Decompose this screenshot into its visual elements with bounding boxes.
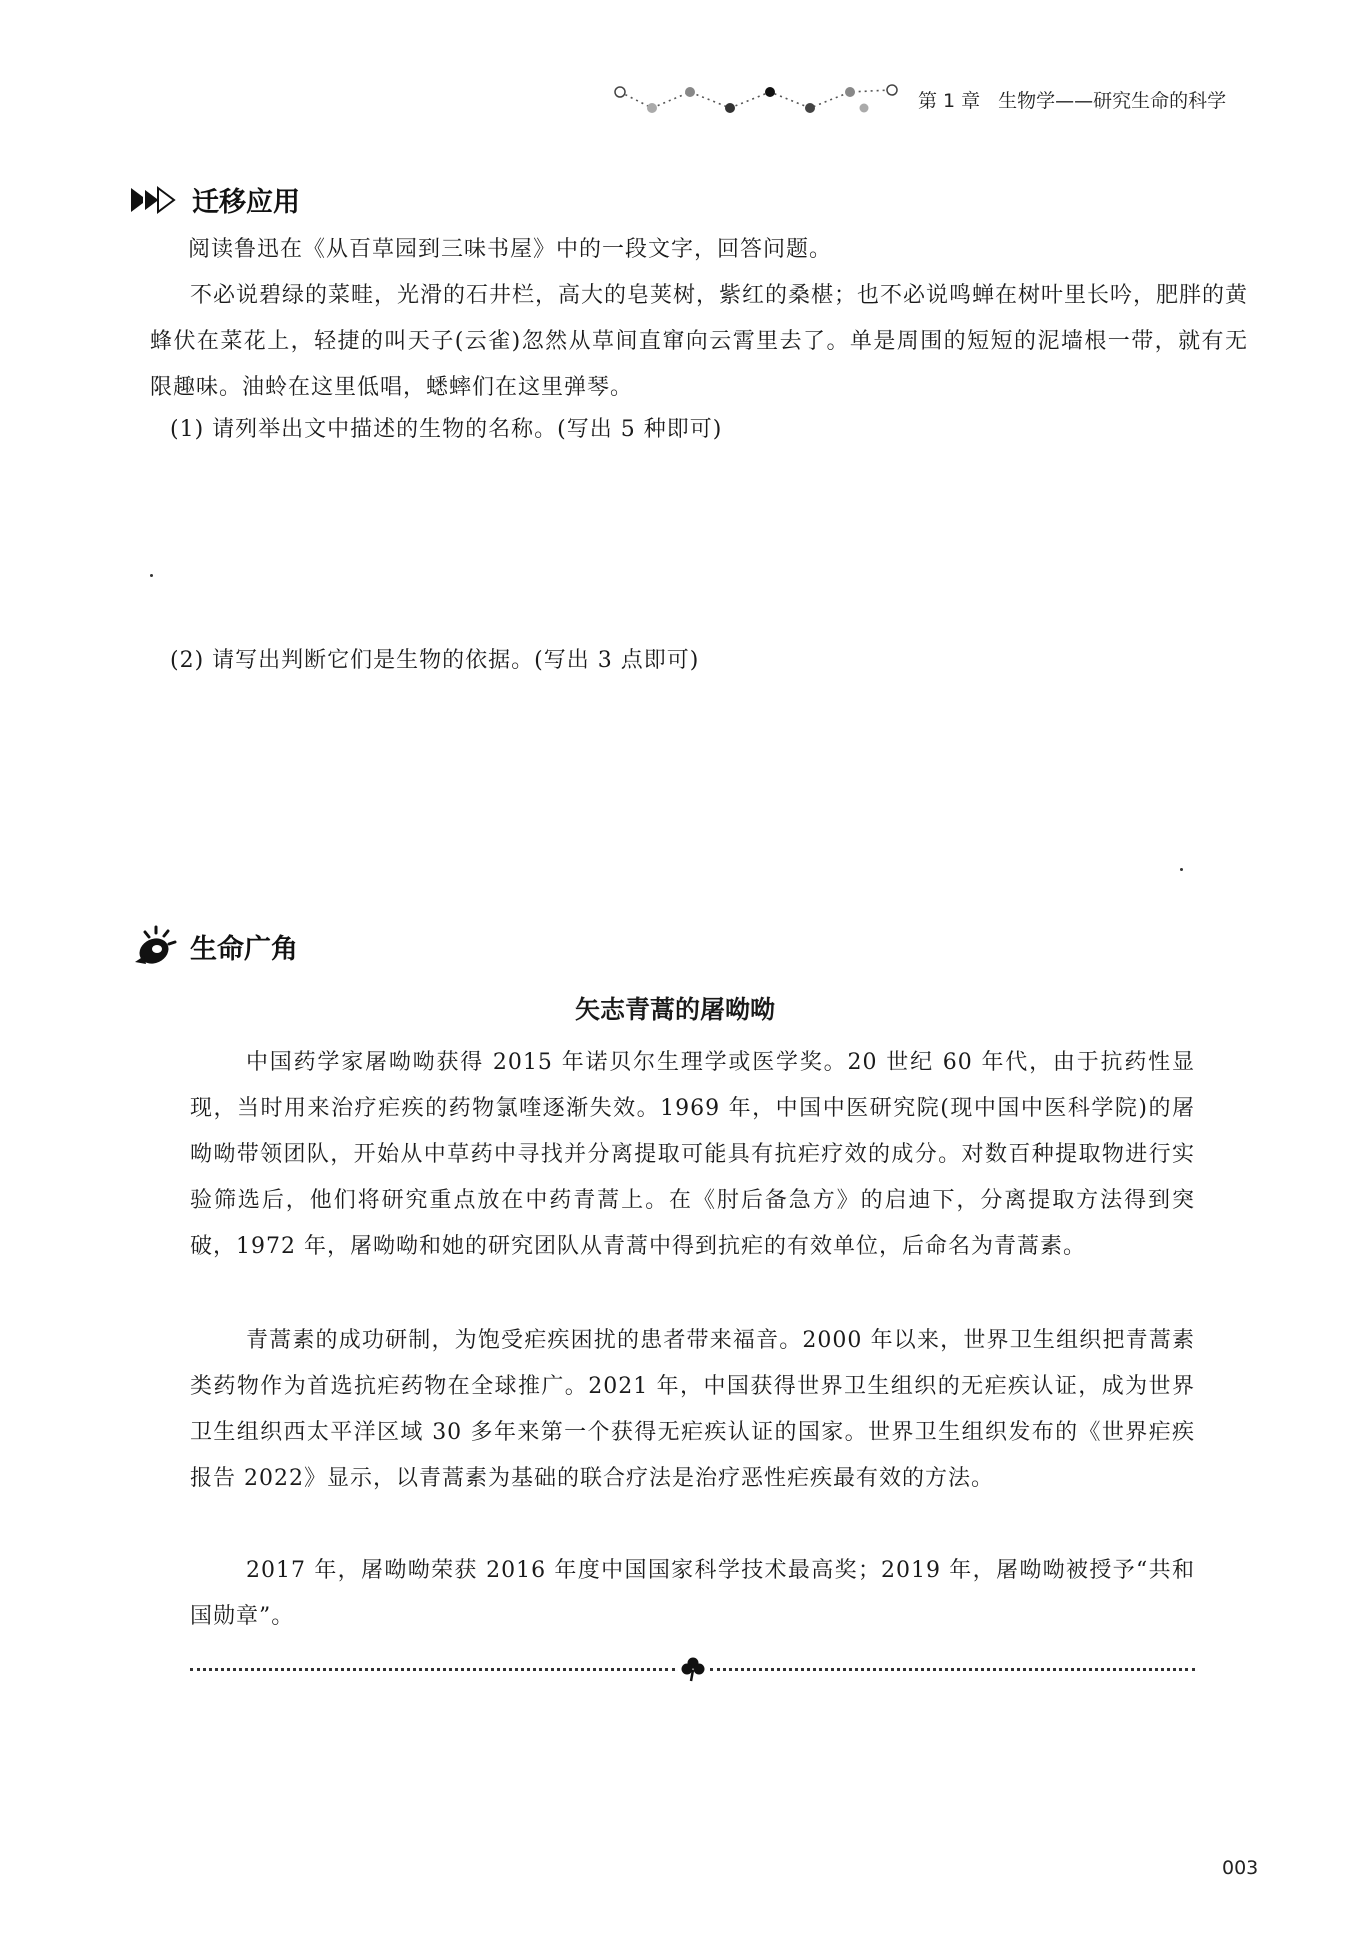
chapter-header xyxy=(918,86,1226,113)
clover-icon xyxy=(680,1656,706,1682)
dotted-divider xyxy=(190,1656,1195,1682)
page-number: 003 xyxy=(1222,1857,1259,1879)
exercise-intro: 阅读鲁迅在《从百草园到三味书屋》中的一段文字，回答问题。 xyxy=(188,237,833,262)
divider-dots-right xyxy=(710,1668,1195,1671)
header-dotted-wave-decoration xyxy=(612,82,902,116)
chapter-number: 第 1 章 xyxy=(918,90,981,112)
exercise-quote: 不必说碧绿的菜畦，光滑的石井栏，高大的皂荚树，紫红的桑椹；也不必说鸣蝉在树叶里长吟，肥胖的黄蜂伏在菜花上，轻捷的叫天子(云雀)忽然从草间直窜向云霄里去了。单是周围的短短的泥墙根一带，就有无限趣味。油蛉在这里低唱，蟋蟀们在这里弹琴。 xyxy=(150,283,1249,400)
article-paragraph-2: 青蒿素的成功研制，为饱受疟疾困扰的患者带来福音。2000 年以来，世界卫生组织把青蒿素类药物作为首选抗疟药物在全球推广。2021 年，中国获得世界卫生组织的无疟疾认证，成为世界卫生组织西太平洋区域 30 多年来第一个获得无疟疾认证的国家。世界卫生组织发布的《世界疟疾报告 2022》显示，以青蒿素为基础的联合疗法是治疗恶性疟疾最有效的方法。 xyxy=(190,1328,1195,1491)
question-1: (1) 请列举出文中描述的生物的名称。(写出 5 种即可) xyxy=(170,417,723,442)
section-heading-transfer xyxy=(128,180,300,219)
scan-speck xyxy=(1180,868,1183,871)
article-paragraph-1: 中国药学家屠呦呦获得 2015 年诺贝尔生理学或医学奖。20 世纪 60 年代，由于抗药性显现，当时用来治疗疟疾的药物氯喹逐渐失效。1969 年，中国中医研究院(现中国中医科学院)的屠呦呦带领团队，开始从中草药中寻找并分离提取可能具有抗疟疗效的成分。对数百种提取物进行实验筛选后，他们将研究重点放在中药青蒿上。在《肘后备急方》的启迪下，分离提取方法得到突破，1972 年，屠呦呦和她的研究团队从青蒿中得到抗疟的有效单位，后命名为青蒿素。 xyxy=(190,1050,1195,1259)
section-heading-life xyxy=(130,924,298,968)
article-paragraph-3: 2017 年，屠呦呦荣获 2016 年度中国国家科学技术最高奖；2019 年，屠呦呦被授予“共和国勋章”。 xyxy=(190,1558,1195,1629)
question-2: (2) 请写出判断它们是生物的依据。(写出 3 点即可) xyxy=(170,648,700,673)
section-title: 迁移应用 xyxy=(192,187,300,218)
chapter-title: 生物学——研究生命的科学 xyxy=(998,90,1227,112)
scan-speck xyxy=(150,574,153,577)
triple-arrow-icon xyxy=(128,185,182,215)
section-title: 生命广角 xyxy=(190,933,298,965)
divider-dots-left xyxy=(190,1668,675,1671)
article-title: 矢志青蒿的屠呦呦 xyxy=(574,995,775,1024)
lightbulb-icon xyxy=(130,924,182,968)
